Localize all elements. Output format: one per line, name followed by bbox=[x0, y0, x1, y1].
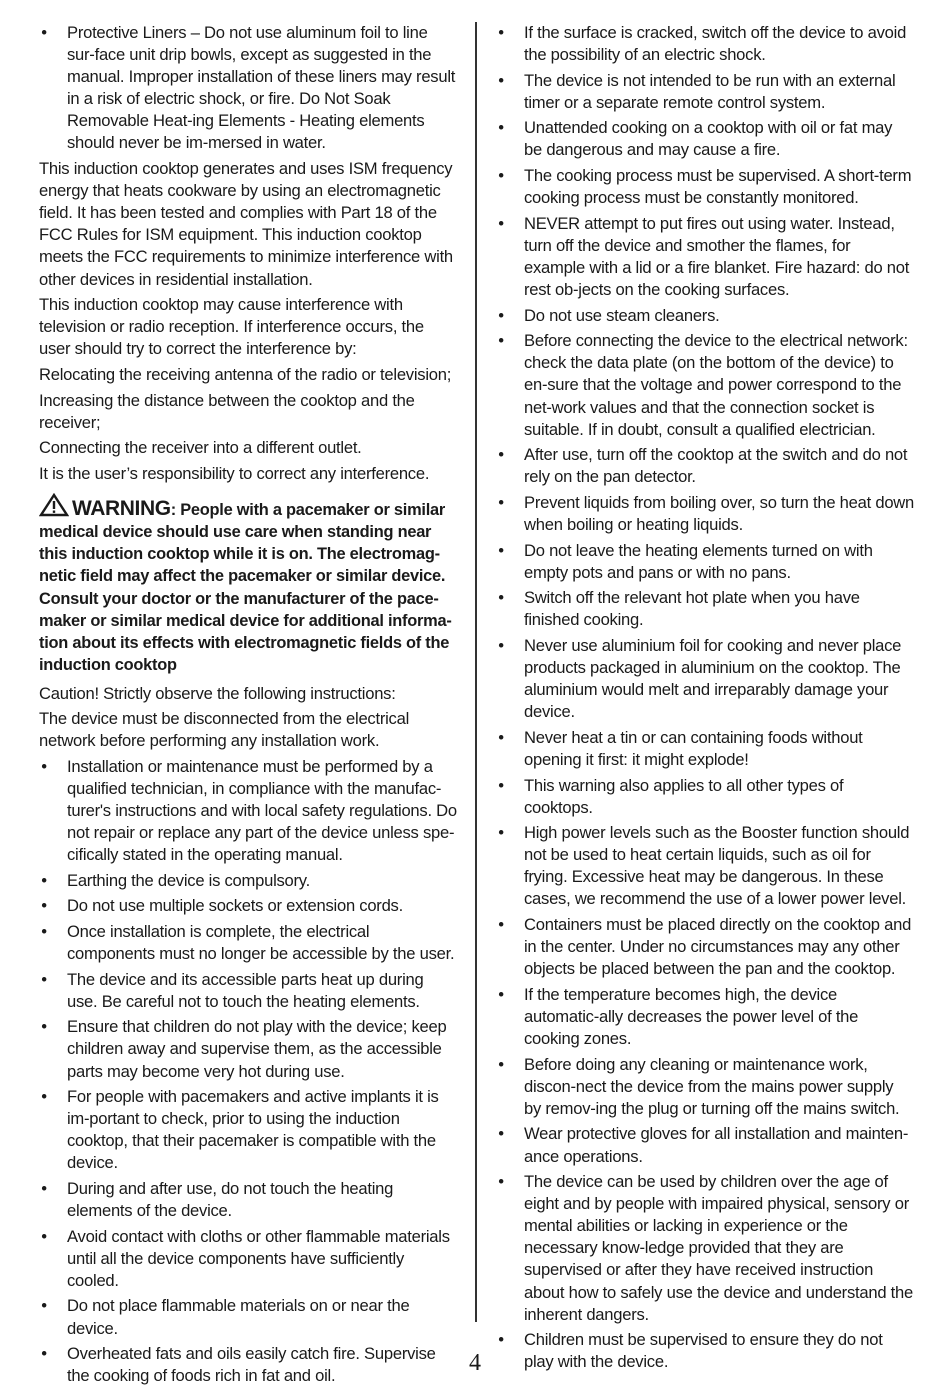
list-item bbox=[39, 1086, 457, 1174]
list-item-text: Never heat a tin or can containing foods without opening it first: it might explode! bbox=[524, 727, 863, 769]
list-item bbox=[39, 1295, 457, 1339]
list-item bbox=[39, 895, 457, 917]
page-number: 4 bbox=[469, 1350, 481, 1376]
bullet-icon: • bbox=[41, 23, 47, 42]
list-item-text: Do not place flammable materials on or near the device. bbox=[67, 1296, 410, 1338]
bullet-icon: • bbox=[498, 775, 504, 795]
bullet-icon: • bbox=[41, 870, 47, 890]
bullet-icon: • bbox=[41, 1087, 47, 1107]
list-item-text: Switch off the relevant hot plate when you have finished cooking. bbox=[524, 588, 860, 630]
list-item bbox=[39, 756, 457, 866]
caution-section bbox=[39, 683, 457, 753]
bullet-icon: • bbox=[41, 896, 47, 916]
list-item bbox=[496, 727, 914, 771]
list-item bbox=[496, 914, 914, 980]
list-item-text: Once installation is complete, the electrical components must no longer be accessible by the user. bbox=[67, 921, 455, 964]
list-item bbox=[39, 870, 457, 892]
paragraph: Relocating the receiving antenna of the radio or television; bbox=[39, 364, 452, 384]
list-item bbox=[496, 984, 914, 1050]
list-item bbox=[496, 165, 914, 209]
left-column bbox=[39, 22, 457, 1391]
list-item-text: Never use aluminium foil for cooking and never place products packaged in aluminium on the cooktop. The aluminium would melt and irreparably damage your device. bbox=[524, 635, 902, 722]
warning-triangle-icon bbox=[39, 493, 69, 517]
list-item bbox=[39, 969, 457, 1013]
bullet-icon: • bbox=[41, 969, 47, 989]
list-item bbox=[496, 444, 914, 488]
list-item bbox=[39, 1226, 457, 1292]
bullet-icon: • bbox=[498, 492, 504, 512]
bullet-icon: • bbox=[498, 1330, 504, 1350]
list-item bbox=[496, 775, 914, 819]
warning-label: WARNING bbox=[72, 496, 171, 520]
list-item-text: Earthing the device is compulsory. bbox=[67, 870, 310, 890]
list-item bbox=[39, 1178, 457, 1222]
list-item-text: Installation or maintenance must be performed by a qualified technician, in compliance with the manufac-turer's instructions and with local safety regulations. Do not repair or replace any part of the device unless spe-cifically stated in the operating manual. bbox=[67, 756, 457, 865]
paragraph: Connecting the receiver into a different outlet. bbox=[39, 438, 362, 458]
list-item-text: Do not use multiple sockets or extension cords. bbox=[67, 896, 403, 916]
right-list bbox=[496, 22, 914, 1373]
list-item-text: During and after use, do not touch the heating elements of the device. bbox=[67, 1178, 394, 1221]
bullet-icon: • bbox=[498, 445, 504, 465]
bullet-icon: • bbox=[41, 756, 47, 776]
list-item bbox=[496, 1123, 914, 1167]
list-item-text: Before connecting the device to the electrical network: check the data plate (on the bottom of the device) to en-sure that the voltage and power correspond to the net-work values and that the connection socket is suitable. If in doubt, consult a qualified electrician. bbox=[524, 331, 908, 439]
bullet-icon: • bbox=[498, 1124, 504, 1144]
list-item-text: Unattended cooking on a cooktop with oil or fat may be dangerous and may cause a fire. bbox=[524, 118, 893, 160]
list-item-text: The device can be used by children over the age of eight and by people with impaired physical, sensory or mental abilities or lacking in experience or the necessary know-ledge provided that they are supervised or after they have received instruction about how to safely use the device and understand the inherent dangers. bbox=[524, 1172, 913, 1324]
bullet-icon: • bbox=[498, 540, 504, 560]
list-item bbox=[496, 492, 914, 536]
bullet-icon: • bbox=[498, 23, 504, 42]
bullet-icon: • bbox=[498, 70, 504, 90]
bullet-icon: • bbox=[41, 921, 47, 941]
list-item-text: The device and its accessible parts heat up during use. Be careful not to touch the heating elements. bbox=[67, 969, 424, 1011]
bullet-icon: • bbox=[498, 305, 504, 325]
bullet-icon: • bbox=[498, 213, 504, 233]
list-item bbox=[496, 70, 914, 114]
left-top-list bbox=[39, 22, 457, 155]
bullet-icon: • bbox=[498, 727, 504, 747]
list-item bbox=[496, 330, 914, 440]
list-item bbox=[496, 213, 914, 301]
bullet-icon: • bbox=[41, 1017, 47, 1037]
list-item bbox=[496, 117, 914, 161]
list-item-text: If the surface is cracked, switch off the device to avoid the possibility of an electric shock. bbox=[524, 23, 907, 65]
list-item bbox=[496, 1054, 914, 1120]
list-item-text: NEVER attempt to put fires out using water. Instead, turn off the device and smother the flames, for example with a lid or a fire blanket. Fire hazard: do not rest ob-jects on the cooking surfaces. bbox=[524, 213, 910, 300]
bullet-icon: • bbox=[498, 1054, 504, 1074]
list-item-text: Prevent liquids from boiling over, so turn the heat down when boiling or heating liquids. bbox=[524, 492, 915, 534]
bullet-icon: • bbox=[41, 1178, 47, 1198]
list-item-text: Do not use steam cleaners. bbox=[524, 305, 720, 325]
list-item bbox=[496, 540, 914, 584]
list-item-text: Do not leave the heating elements turned on with empty pots and pans or with no pans. bbox=[524, 540, 873, 582]
list-item bbox=[496, 1171, 914, 1326]
list-item-text: Containers must be placed directly on the cooktop and in the center. Under no circumstances may any other objects be placed between the pan and the cooktop. bbox=[524, 915, 912, 979]
warning-text: : People with a pacemaker or similar medical device should use care when standing near this induction cooktop while it is on. The electromag-netic field may affect the pacemaker or similar device. Consult your doctor or the manufacturer of the pace-maker or similar medical device for additional informa-tion about its effects with electromagnetic fields of the induction cooktop bbox=[39, 500, 452, 675]
list-item bbox=[496, 635, 914, 723]
list-item-text: After use, turn off the cooktop at the switch and do not rely on the pan detector. bbox=[524, 445, 908, 487]
list-item-text: Avoid contact with cloths or other flammable materials until all the device components have sufficiently cooled. bbox=[67, 1226, 450, 1290]
list-item-text: Protective Liners – Do not use aluminum foil to line sur-face unit drip bowls, except as suggested in the manual. Improper installation of these liners may result in a risk of electric shock, or fire. Do Not Soak Removable Heat-ing Elements - Heating elements should never be im-mersed in water. bbox=[67, 23, 456, 153]
bullet-icon: • bbox=[41, 1344, 47, 1364]
list-item bbox=[496, 822, 914, 910]
list-item-text: The cooking process must be supervised. A short-term cooking process must be constantly monitored. bbox=[524, 166, 912, 208]
bullet-icon: • bbox=[498, 915, 504, 935]
column-divider bbox=[475, 22, 477, 1322]
bullet-icon: • bbox=[498, 588, 504, 608]
paragraph: The device must be disconnected from the electrical network before performing any installation work. bbox=[39, 709, 410, 751]
list-item bbox=[496, 305, 914, 327]
paragraph: Caution! Strictly observe the following instructions: bbox=[39, 683, 396, 703]
list-item bbox=[496, 587, 914, 631]
paragraph: It is the user’s responsibility to correct any interference. bbox=[39, 463, 430, 483]
paragraph: This induction cooktop generates and uses ISM frequency energy that heats cookware by using an electromagnetic field. It has been tested and complies with Part 18 of the FCC Rules for ISM equipment. This induction cooktop meets the FCC requirements to minimize interference with other devices in residential installation. bbox=[39, 159, 453, 289]
bullet-icon: • bbox=[498, 331, 504, 351]
fcc-interference-section bbox=[39, 158, 457, 485]
list-item-text: The device is not intended to be run with an external timer or a separate remote control system. bbox=[524, 70, 896, 112]
bullet-icon: • bbox=[498, 118, 504, 138]
list-item bbox=[39, 921, 457, 965]
list-item-text: For people with pacemakers and active implants it is im-portant to check, prior to using the induction cooktop, that their pacemaker is compatible with the device. bbox=[67, 1087, 439, 1173]
pacemaker-warning bbox=[39, 493, 457, 677]
list-item-text: Wear protective gloves for all installation and mainten-ance operations. bbox=[524, 1124, 909, 1166]
list-item bbox=[39, 1016, 457, 1082]
bullet-icon: • bbox=[498, 984, 504, 1004]
bullet-icon: • bbox=[498, 166, 504, 186]
list-item-text: Before doing any cleaning or maintenance work, discon-nect the device from the mains power supply by remov-ing the plug or turning off the mains switch. bbox=[524, 1054, 900, 1118]
list-item-text: If the temperature becomes high, the device automatic-ally decreases the power level of the cooking zones. bbox=[524, 984, 859, 1049]
list-item-text: Overheated fats and oils easily catch fire. Supervise the cooking of foods rich in fat and oil. bbox=[67, 1344, 436, 1386]
list-item-text: This warning also applies to all other types of cooktops. bbox=[524, 775, 844, 817]
bullet-icon: • bbox=[498, 1172, 504, 1192]
list-item-text: High power levels such as the Booster function should not be used to heat certain liquids, such as oil for frying. Excessive heat may be dangerous. In these cases, we recommend the use of a lower power level. bbox=[524, 823, 910, 909]
paragraph: This induction cooktop may cause interference with television or radio reception. If interference occurs, the user should try to correct the interference by: bbox=[39, 295, 424, 359]
left-bottom-list bbox=[39, 756, 457, 1388]
list-item bbox=[39, 22, 457, 155]
list-item bbox=[496, 22, 914, 66]
bullet-icon: • bbox=[41, 1226, 47, 1246]
list-item-text: Ensure that children do not play with the device; keep children away and supervise them, as the accessible parts may become very hot during use. bbox=[67, 1017, 447, 1081]
list-item-text: Children must be supervised to ensure they do not play with the device. bbox=[524, 1330, 883, 1372]
bullet-icon: • bbox=[498, 635, 504, 655]
bullet-icon: • bbox=[498, 823, 504, 843]
bullet-icon: • bbox=[41, 1296, 47, 1316]
paragraph: Increasing the distance between the cooktop and the receiver; bbox=[39, 390, 415, 432]
right-column bbox=[496, 22, 914, 1377]
